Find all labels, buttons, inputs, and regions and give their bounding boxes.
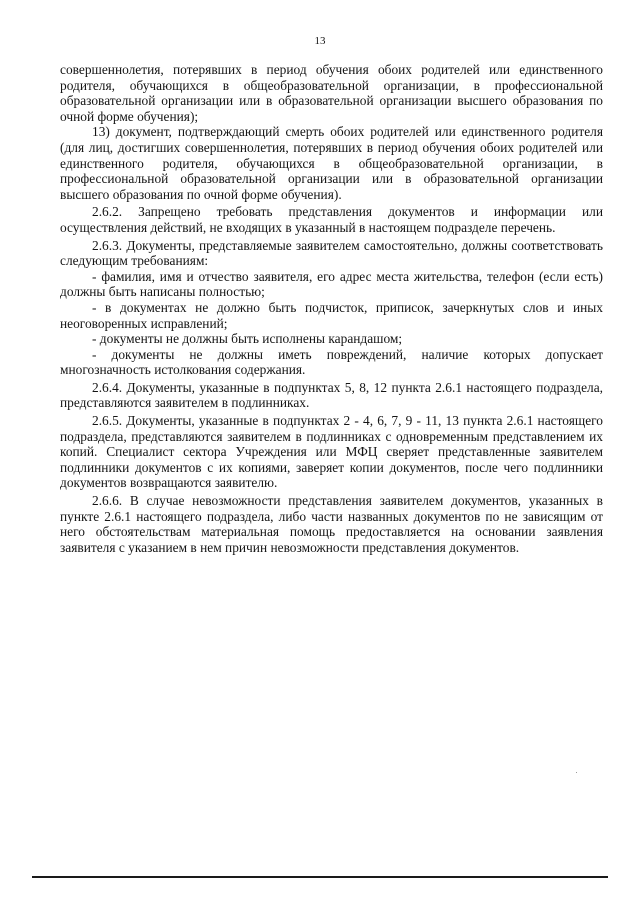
- requirement-item-no-pencil: - документы не должны быть исполнены карандашом;: [92, 331, 403, 347]
- bottom-rule: [32, 876, 608, 878]
- page-number: 13: [314, 35, 326, 47]
- requirement-item-no-damage: - документы не должны иметь повреждений, наличие которых допускает многозначность истолкования содержания.: [60, 346, 603, 378]
- paragraph-2-6-5: 2.6.5. Документы, указанные в подпунктах 2 - 4, 6, 7, 9 - 11, 13 пункта 2.6.1 настоящего подраздела, представляются заявителем в подлинниках с одновременным представлением их копий. Специалист сектора Учреждения или МФЦ сверяет представленные заявителем подлинники документов с их копиями, заверяет копии документов, после чего подлинники документов возвращаются заявителю.: [60, 413, 603, 491]
- requirement-item-no-corrections: - в документах не должно быть подчисток, приписок, зачеркнутых слов и иных неоговоренных исправлений;: [60, 299, 603, 331]
- scan-artifact: [576, 772, 577, 773]
- paragraph-2-6-4: 2.6.4. Документы, указанные в подпунктах 5, 8, 12 пункта 2.6.1 настоящего подраздела, представляются заявителем в подлинниках.: [60, 379, 603, 411]
- paragraph-2-6-2: 2.6.2. Запрещено требовать представления документов и информации или осуществления действий, не входящих в указанный в настоящем подразделе перечень.: [60, 204, 603, 235]
- document-body: [60, 62, 603, 555]
- paragraph-item-13: 13) документ, подтверждающий смерть обоих родителей или единственного родителя (для лиц, достигших совершеннолетия, потерявших в период обучения обоих родителей или единственного родителя, обучающихся в общеобразовательной организации, в профессиональной образовательной организации или в образовательной организации высшего образования по очной форме обучения).: [60, 124, 603, 202]
- paragraph-2-6-3: 2.6.3. Документы, представляемые заявителем самостоятельно, должны соответствовать следующим требованиям:: [60, 237, 603, 269]
- paragraph-continuation: совершеннолетия, потерявших в период обучения обоих родителей или единственного родителя, обучающихся в общеобразовательной организации, в профессиональной образовательной организации или в образовательной организации высшего образования по очной форме обучения);: [60, 62, 603, 124]
- paragraph-2-6-6: 2.6.6. В случае невозможности представления заявителем документов, указанных в пункте 2.6.1 настоящего подраздела, либо части названных документов по не зависящим от него обстоятельствам материальная помощь предоставляется на основании заявления заявителя с указанием в нем причин невозможности представления документов.: [60, 493, 603, 555]
- requirement-item-full-name: - фамилия, имя и отчество заявителя, его адрес места жительства, телефон (если есть) должны быть написаны полностью;: [60, 268, 603, 300]
